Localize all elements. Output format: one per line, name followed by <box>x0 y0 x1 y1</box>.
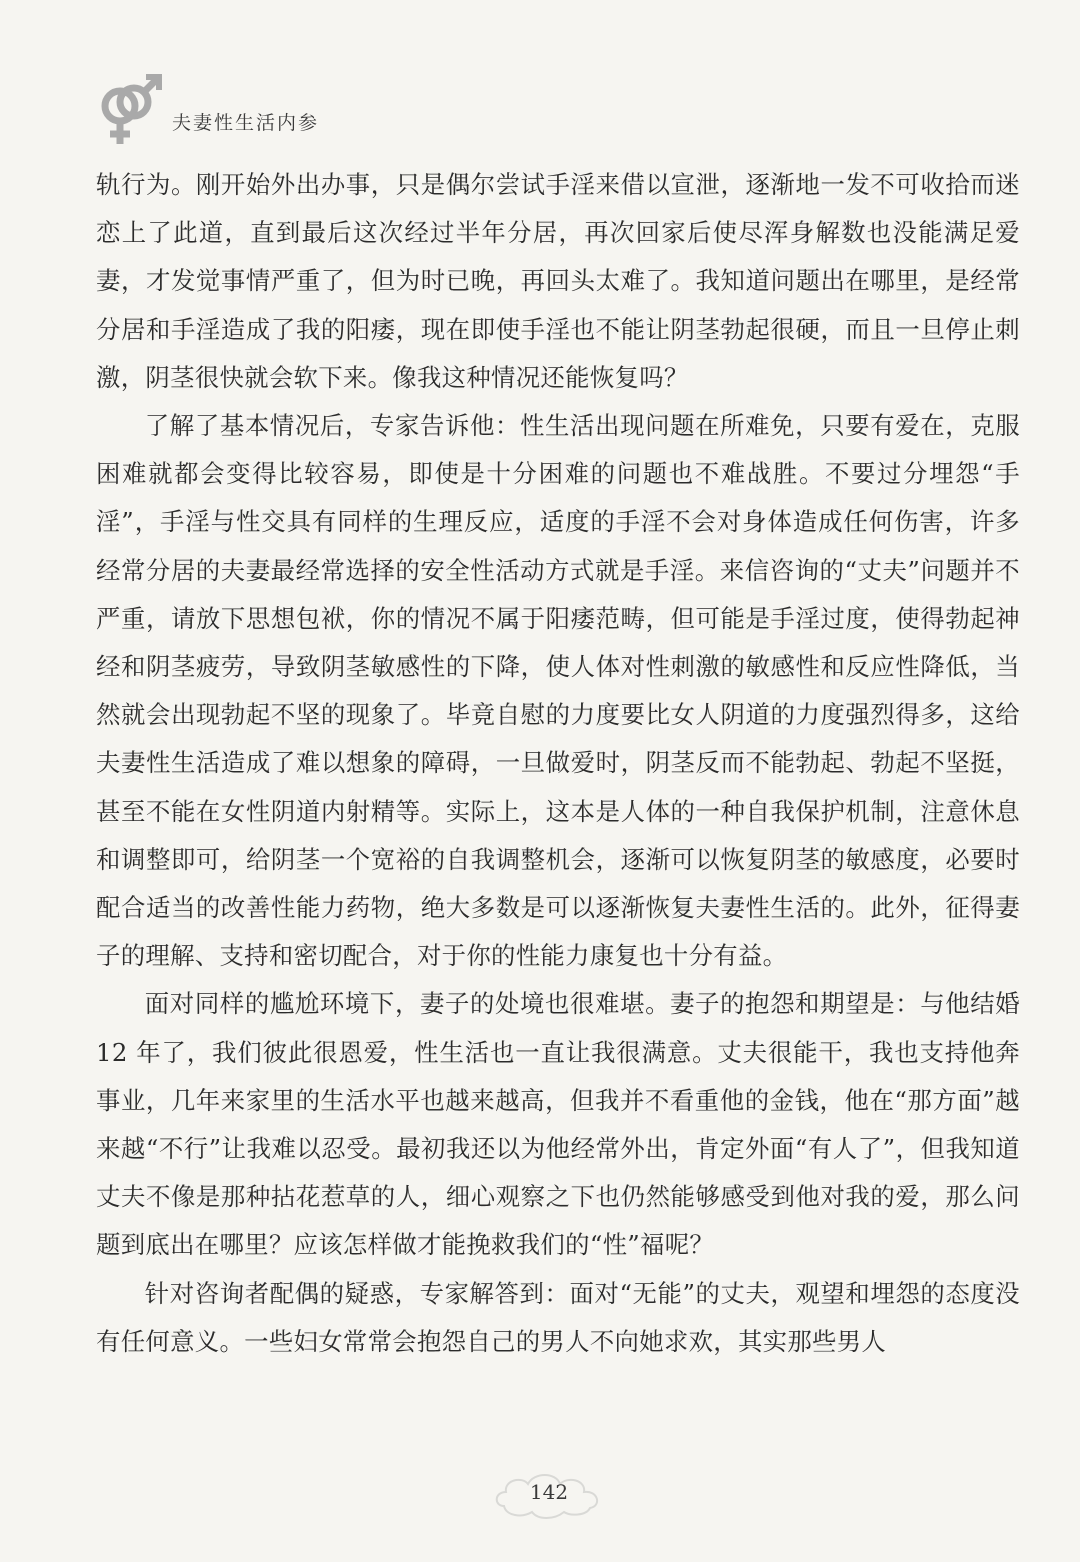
gender-symbols-icon <box>96 72 166 152</box>
page-number: 142 <box>529 1480 569 1504</box>
body-text <box>96 161 1020 1366</box>
page-number-badge <box>490 1466 608 1522</box>
paragraph: 了解了基本情况后，专家告诉他：性生活出现问题在所难免，只要有爱在，克服困难就都会变得比较容易，即使是十分困难的问题也不难战胜。不要过分埋怨“手淫”，手淫与性交具有同样的生理反应，适度的手淫不会对身体造成任何伤害，许多经常分居的夫妻最经常选择的安全性活动方式就是手淫。来信咨询的“丈夫”问题并不严重，请放下思想包袱，你的情况不属于阳痿范畴，但可能是手淫过度，使得勃起神经和阴茎疲劳，导致阴茎敏感性的下降，使人体对性刺激的敏感性和反应性降低，当然就会出现勃起不坚的现象了。毕竟自慰的力度要比女人阴道的力度强烈得多，这给夫妻性生活造成了难以想象的障碍，一旦做爱时，阴茎反而不能勃起、勃起不坚挺，甚至不能在女性阴道内射精等。实际上，这本是人体的一种自我保护机制，注意休息和调整即可，给阴茎一个宽裕的自我调整机会，逐渐可以恢复阴茎的敏感度，必要时配合适当的改善性能力药物，绝大多数是可以逐渐恢复夫妻性生活的。此外，征得妻子的理解、支持和密切配合，对于你的性能力康复也十分有益。 <box>96 411 1020 971</box>
paragraph: 面对同样的尴尬环境下，妻子的处境也很难堪。妻子的抱怨和期望是：与他结婚 12 年了，我们彼此很恩爱，性生活也一直让我很满意。丈夫很能干，我也支持他奔事业，几年来家里的生活水平也越来越高，但我并不看重他的金钱，他在“那方面”越来越“不行”让我难以忍受。最初我还以为他经常外出，肯定外面“有人了”，但我知道丈夫不像是那种拈花惹草的人，细心观察之下也仍然能够感受到他对我的爱，那么问题到底出在哪里？应该怎样做才能挽救我们的“性”福呢？ <box>96 989 1020 1260</box>
running-header-title: 夫妻性生活内参 <box>172 112 320 134</box>
paragraph: 轨行为。刚开始外出办事，只是偶尔尝试手淫来借以宣泄，逐渐地一发不可收拾而迷恋上了此道，直到最后这次经过半年分居，再次回家后使尽浑身解数也没能满足爱妻，才发觉事情严重了，但为时已晚，再回头太难了。我知道问题出在哪里，是经常分居和手淫造成了我的阳痿，现在即使手淫也不能让阴茎勃起很硬，而且一旦停止刺激，阴茎很快就会软下来。像我这种情况还能恢复吗？ <box>96 170 1020 392</box>
running-header <box>96 72 496 152</box>
paragraph: 针对咨询者配偶的疑惑，专家解答到：面对“无能”的丈夫，观望和埋怨的态度没有任何意义。一些妇女常常会抱怨自己的男人不向她求欢，其实那些男人 <box>96 1278 1020 1356</box>
